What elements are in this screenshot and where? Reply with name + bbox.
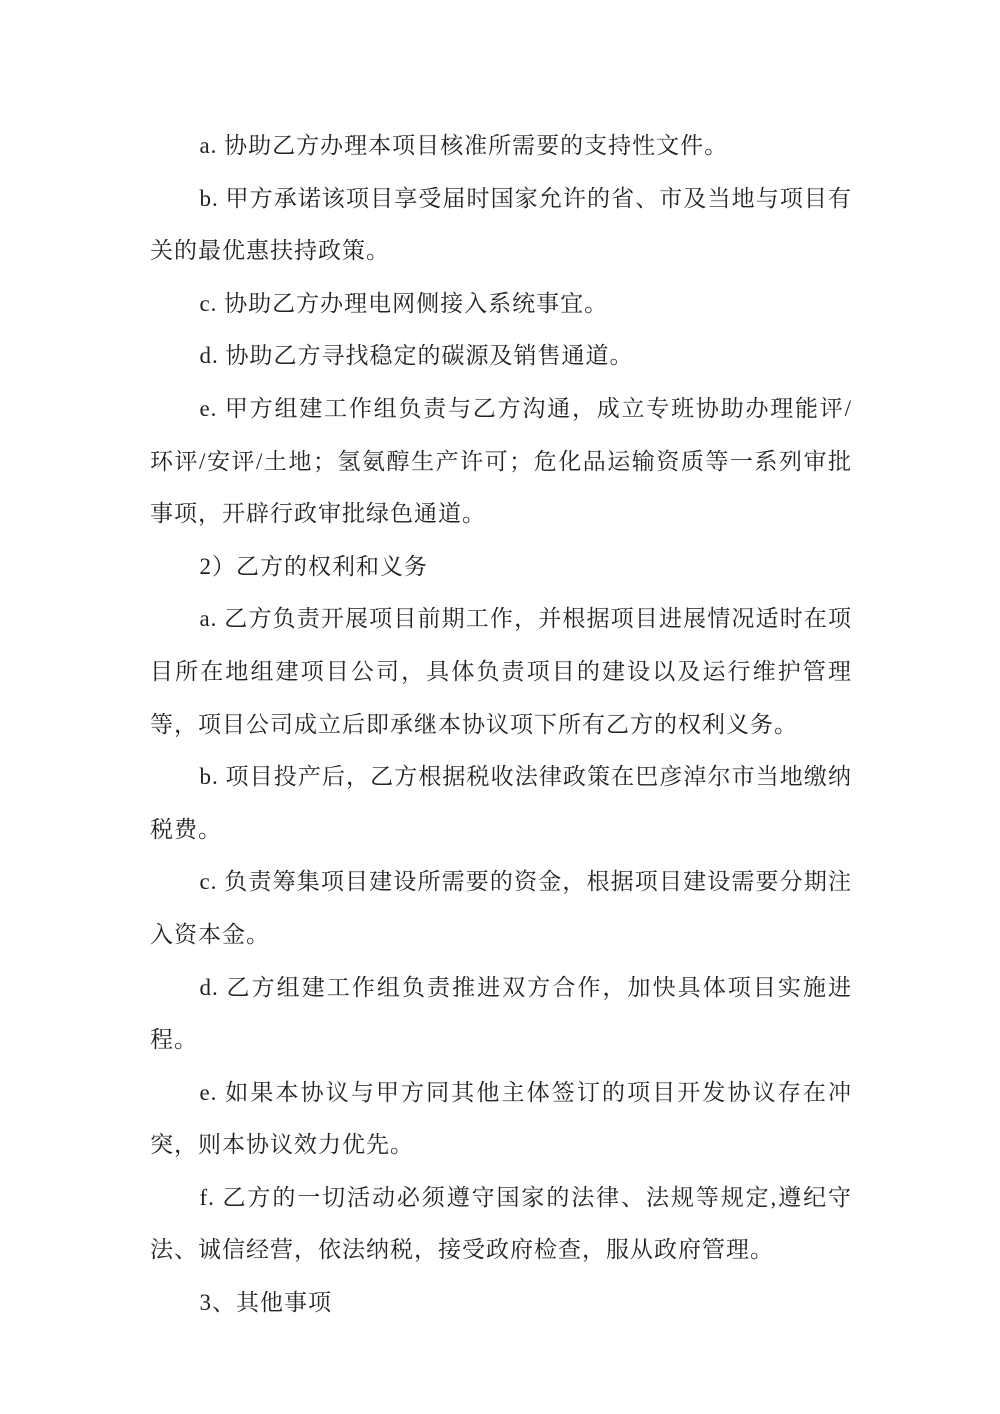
clause-c1: c. 协助乙方办理电网侧接入系统事宜。 bbox=[199, 290, 609, 316]
clause-b2: b. 项目投产后，乙方根据税收法律政策在巴彦淖尔市当地缴纳税费。 bbox=[150, 764, 852, 842]
clause-e1: e. 甲方组建工作组负责与乙方沟通，成立专班协助办理能评/环评/安评/土地；氢氨醇生产许可；危化品运输资质等一系列审批事项，开辟行政审批绿色通道。 bbox=[150, 395, 852, 527]
clause-c2: c. 负责筹集项目建设所需要的资金，根据项目建设需要分期注入资本金。 bbox=[150, 869, 852, 947]
clause-b1: b. 甲方承诺该项目享受届时国家允许的省、市及当地与项目有关的最优惠扶持政策。 bbox=[150, 185, 852, 264]
clause-d2: d. 乙方组建工作组负责推进双方合作，加快具体项目实施进程。 bbox=[150, 974, 852, 1053]
clause-e2: e. 如果本协议与甲方同其他主体签订的项目开发协议存在冲突，则本协议效力优先。 bbox=[150, 1079, 852, 1158]
section-3-heading: 3、其他事项 bbox=[199, 1290, 332, 1316]
section-2-heading: 2）乙方的权利和义务 bbox=[199, 553, 428, 579]
clause-f2: f. 乙方的一切活动必须遵守国家的法律、法规等规定,遵纪守法、诚信经营，依法纳税，接受政府检查，服从政府管理。 bbox=[150, 1184, 852, 1263]
clause-a1: a. 协助乙方办理本项目核准所需要的支持性文件。 bbox=[199, 133, 729, 158]
clause-d1: d. 协助乙方寻找稳定的碳源及销售通道。 bbox=[199, 343, 634, 369]
clause-a2: a. 乙方负责开展项目前期工作，并根据项目进展情况适时在项目所在地组建项目公司，具体负责项目的建设以及运行维护管理等，项目公司成立后即承继本协议项下所有乙方的权利义务。 bbox=[150, 606, 852, 737]
